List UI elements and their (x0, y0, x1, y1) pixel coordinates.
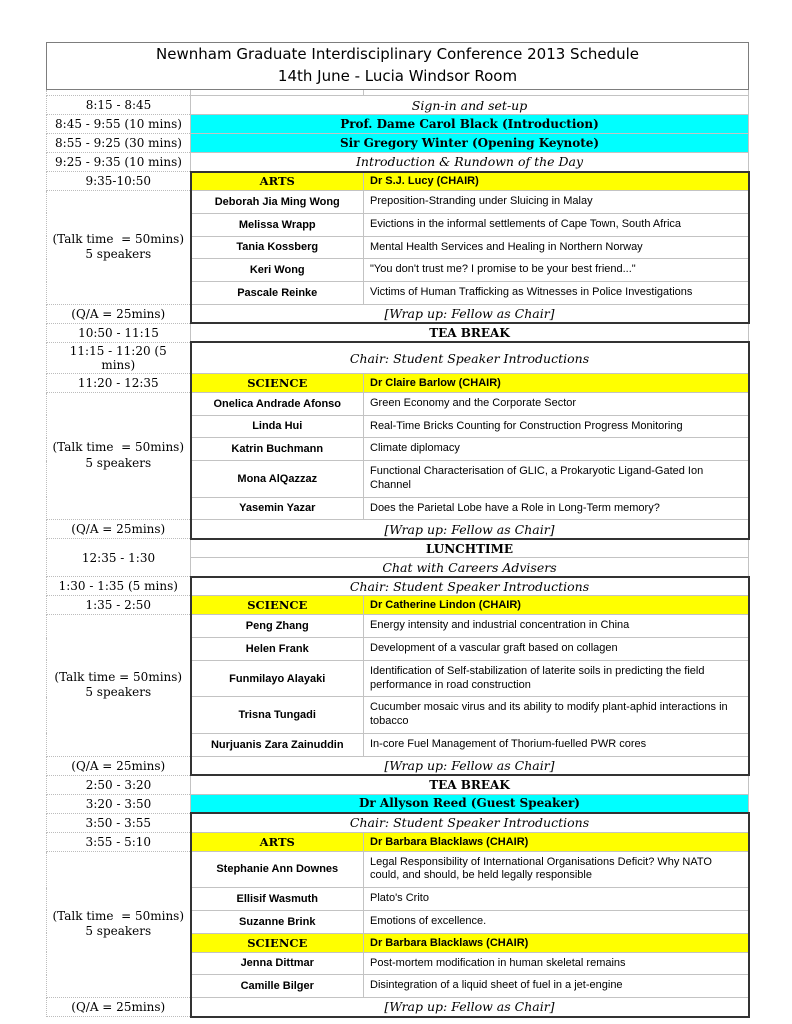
speaker-name: Trisna Tungadi (191, 697, 364, 734)
time-cell: 12:35 - 1:30 (47, 539, 191, 577)
break-label: TEA BREAK (191, 323, 749, 342)
talk-time-cell: (Talk time = 50mins) 5 speakers (47, 392, 191, 520)
wrapup-note: [Wrap up: Fellow as Chair] (191, 998, 749, 1017)
table-row (47, 756, 749, 775)
time-cell: (Q/A = 25mins) (47, 756, 191, 775)
section-label: SCIENCE (191, 596, 364, 615)
time-cell: (Q/A = 25mins) (47, 304, 191, 323)
speaker-name: Nurjuanis Zara Zainuddin (191, 733, 364, 756)
talk-title: Real-Time Bricks Counting for Construction Progress Monitoring (364, 415, 749, 438)
schedule-table (46, 42, 750, 1018)
table-row (47, 794, 749, 813)
speaker-name: Yasemin Yazar (191, 497, 364, 520)
table-row (47, 304, 749, 323)
talk-title: Identification of Self-stabilization of laterite soils in predicting the field performance in road construction (364, 660, 749, 697)
talk-title: Victims of Human Trafficking as Witnesses in Police Investigations (364, 282, 749, 305)
title-line-2: 14th June - Lucia Windsor Room (277, 67, 518, 85)
note-text: Chat with Careers Advisers (191, 558, 749, 577)
section-label: ARTS (191, 832, 364, 851)
talk-title: Mental Health Services and Healing in Northern Norway (364, 236, 749, 259)
speaker-name: Onelica Andrade Afonso (191, 392, 364, 415)
time-cell: (Q/A = 25mins) (47, 998, 191, 1017)
table-row (47, 520, 749, 539)
speaker-name: Stephanie Ann Downes (191, 851, 364, 888)
table-row (47, 342, 749, 373)
time-cell: 11:20 - 12:35 (47, 373, 191, 392)
talk-title: Climate diplomacy (364, 438, 749, 461)
table-row (47, 323, 749, 342)
speaker-name: Funmilayo Alayaki (191, 660, 364, 697)
speaker-name: Camille Bilger (191, 975, 364, 998)
time-cell: 1:35 - 2:50 (47, 596, 191, 615)
table-row (47, 115, 749, 134)
time-cell: 3:50 - 3:55 (47, 813, 191, 832)
time-cell: 8:15 - 8:45 (47, 96, 191, 115)
talk-title: Energy intensity and industrial concentration in China (364, 615, 749, 638)
chair-label: Dr Catherine Lindon (CHAIR) (364, 596, 749, 615)
speaker-name: Katrin Buchmann (191, 438, 364, 461)
time-cell: 2:50 - 3:20 (47, 775, 191, 794)
speaker-name: Suzanne Brink (191, 910, 364, 933)
title-line-1: Newnham Graduate Interdisciplinary Conference 2013 Schedule (156, 45, 639, 64)
section-label: SCIENCE (191, 373, 364, 392)
table-row (47, 577, 749, 596)
speaker-name: Deborah Jia Ming Wong (191, 191, 364, 214)
talk-title: Does the Parietal Lobe have a Role in Long-Term memory? (364, 497, 749, 520)
note-text: Introduction & Rundown of the Day (191, 153, 749, 172)
talk-title: Post-mortem modification in human skeletal remains (364, 952, 749, 975)
time-cell: 11:15 - 11:20 (5 mins) (47, 342, 191, 373)
chair-label: Dr Claire Barlow (CHAIR) (364, 373, 749, 392)
time-cell: 3:20 - 3:50 (47, 794, 191, 813)
table-row (47, 615, 749, 638)
speaker-name: Jenna Dittmar (191, 952, 364, 975)
table-row (47, 373, 749, 392)
table-row (47, 813, 749, 832)
table-row (47, 392, 749, 415)
time-cell: 8:45 - 9:55 (10 mins) (47, 115, 191, 134)
talk-time-cell: (Talk time = 50mins) 5 speakers (47, 191, 191, 305)
talk-title: Disintegration of a liquid sheet of fuel in a jet-engine (364, 975, 749, 998)
speaker-name: Helen Frank (191, 638, 364, 661)
time-cell: 9:25 - 9:35 (10 mins) (47, 153, 191, 172)
wrapup-note: [Wrap up: Fellow as Chair] (191, 304, 749, 323)
talk-title: Legal Responsibility of International Organisations Deficit? Why NATO could, and should, be held legally responsible (364, 851, 749, 888)
speaker-name: Peng Zhang (191, 615, 364, 638)
note-text: Sign-in and set-up (191, 96, 749, 115)
time-cell: 8:55 - 9:25 (30 mins) (47, 134, 191, 153)
break-label: TEA BREAK (191, 775, 749, 794)
talk-title: Evictions in the informal settlements of Cape Town, South Africa (364, 213, 749, 236)
time-cell: 1:30 - 1:35 (5 mins) (47, 577, 191, 596)
title-row (47, 43, 749, 90)
time-cell: (Q/A = 25mins) (47, 520, 191, 539)
speaker-name: Pascale Reinke (191, 282, 364, 305)
note-text: Chair: Student Speaker Introductions (191, 577, 749, 596)
table-row (47, 998, 749, 1017)
schedule-rows (47, 90, 749, 1017)
chair-label: Dr Barbara Blacklaws (CHAIR) (364, 832, 749, 851)
table-row (47, 96, 749, 115)
talk-title: Development of a vascular graft based on collagen (364, 638, 749, 661)
table-row (47, 775, 749, 794)
talk-title: "You don't trust me? I promise to be your best friend..." (364, 259, 749, 282)
keynote-highlight: Sir Gregory Winter (Opening Keynote) (191, 134, 749, 153)
keynote-highlight: Dr Allyson Reed (Guest Speaker) (191, 794, 749, 813)
talk-title: Plato's Crito (364, 888, 749, 911)
time-cell: 10:50 - 11:15 (47, 323, 191, 342)
break-label: LUNCHTIME (191, 539, 749, 558)
table-row (47, 172, 749, 191)
time-cell: 9:35-10:50 (47, 172, 191, 191)
table-row (47, 134, 749, 153)
speaker-name: Keri Wong (191, 259, 364, 282)
speaker-name: Mona AlQazzaz (191, 461, 364, 498)
table-row (47, 596, 749, 615)
wrapup-note: [Wrap up: Fellow as Chair] (191, 756, 749, 775)
speaker-name: Melissa Wrapp (191, 213, 364, 236)
section-label: SCIENCE (191, 933, 364, 952)
chair-label: Dr Barbara Blacklaws (CHAIR) (364, 933, 749, 952)
table-row (47, 153, 749, 172)
chair-label: Dr S.J. Lucy (CHAIR) (364, 172, 749, 191)
talk-title: Functional Characterisation of GLIC, a Prokaryotic Ligand-Gated Ion Channel (364, 461, 749, 498)
table-row (47, 191, 749, 214)
talk-title: Green Economy and the Corporate Sector (364, 392, 749, 415)
section-label: ARTS (191, 172, 364, 191)
table-row (47, 851, 749, 888)
talk-title: In-core Fuel Management of Thorium-fuelled PWR cores (364, 733, 749, 756)
page-title (47, 43, 749, 90)
talk-title: Cucumber mosaic virus and its ability to modify plant-aphid interactions in tobacco (364, 697, 749, 734)
talk-title: Preposition-Stranding under Sluicing in Malay (364, 191, 749, 214)
table-row (47, 539, 749, 558)
speaker-name: Ellisif Wasmuth (191, 888, 364, 911)
note-text: Chair: Student Speaker Introductions (191, 342, 749, 373)
table-row (47, 832, 749, 851)
talk-title: Emotions of excellence. (364, 910, 749, 933)
wrapup-note: [Wrap up: Fellow as Chair] (191, 520, 749, 539)
time-cell: 3:55 - 5:10 (47, 832, 191, 851)
talk-time-cell: (Talk time = 50mins) 5 speakers (47, 851, 191, 998)
speaker-name: Tania Kossberg (191, 236, 364, 259)
talk-time-cell: (Talk time = 50mins) 5 speakers (47, 615, 191, 756)
note-text: Chair: Student Speaker Introductions (191, 813, 749, 832)
speaker-name: Linda Hui (191, 415, 364, 438)
keynote-highlight: Prof. Dame Carol Black (Introduction) (191, 115, 749, 134)
